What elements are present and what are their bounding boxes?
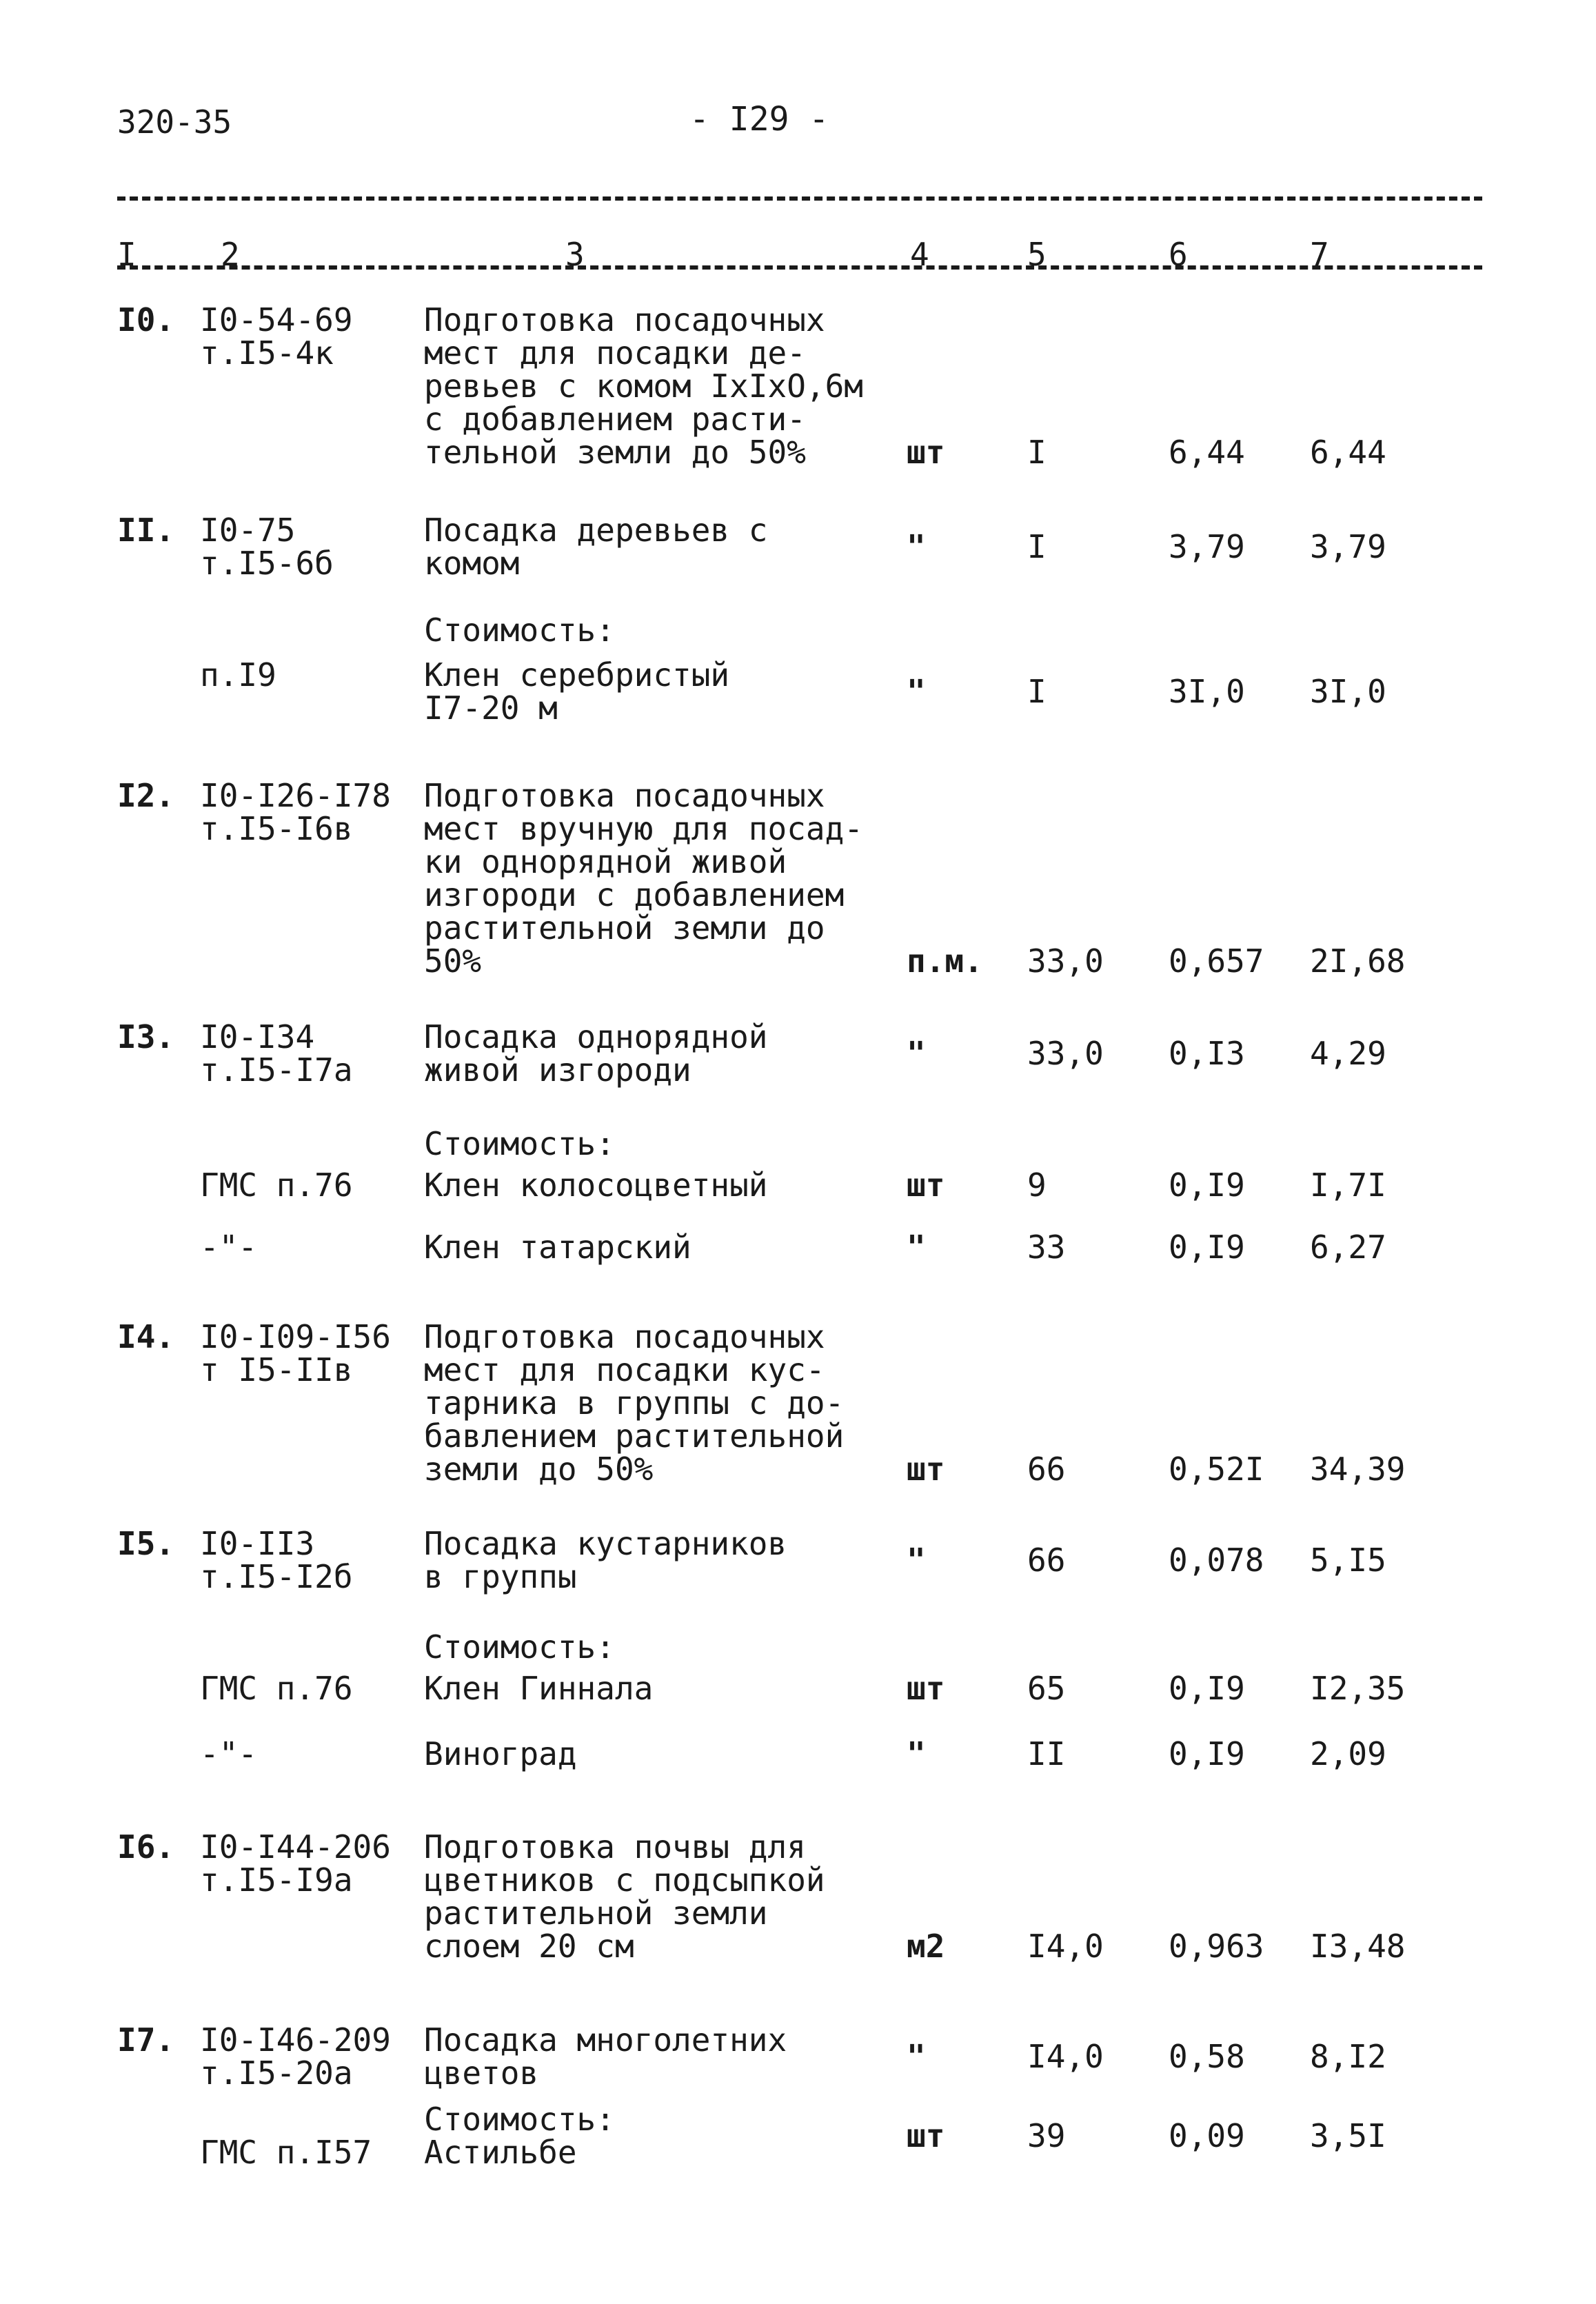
total-cell: 5,I5 xyxy=(1310,1542,1386,1579)
unit-cell: " xyxy=(907,1229,926,1266)
quantity-cell: I xyxy=(1027,528,1047,565)
work-description-line: изгороди с добавлением xyxy=(424,876,845,913)
work-description-line: в группы xyxy=(424,1558,577,1595)
work-description-line: Клен татарский xyxy=(424,1229,691,1266)
column-header-6: 6 xyxy=(1169,236,1188,273)
row-number: I7. xyxy=(117,2021,175,2059)
row-number: I0. xyxy=(117,301,175,338)
work-description-line: слоем 20 см xyxy=(424,1928,634,1965)
work-description-line: Клен колосоцветный xyxy=(424,1166,768,1204)
unit-price-cell: 0,I9 xyxy=(1169,1166,1245,1204)
norm-code: т.I5-I9а xyxy=(200,1861,353,1899)
work-description-line: тельной земли до 50% xyxy=(424,434,806,471)
norm-code: т.I5-20а xyxy=(200,2054,353,2092)
unit-price-cell: 0,963 xyxy=(1169,1928,1264,1965)
quantity-cell: 33,0 xyxy=(1027,1035,1104,1072)
total-cell: I3,48 xyxy=(1310,1928,1406,1965)
unit-cell: шт xyxy=(907,434,945,471)
column-header-2: 2 xyxy=(221,236,240,273)
work-description-line: растительной земли до xyxy=(424,909,825,947)
work-description-line: Клен Гиннала xyxy=(424,1670,654,1707)
quantity-cell: 33 xyxy=(1027,1229,1066,1266)
quantity-cell: 39 xyxy=(1027,2117,1066,2154)
work-description-line: I7-20 м xyxy=(424,689,558,727)
work-description-line: Стоимость: xyxy=(424,1125,615,1162)
unit-price-cell: 3,79 xyxy=(1169,528,1245,565)
unit-cell: п.м. xyxy=(907,942,983,980)
column-header-1: I xyxy=(117,236,137,273)
unit-price-cell: 0,58 xyxy=(1169,2038,1245,2075)
work-description-line: комом xyxy=(424,545,520,582)
work-description-line: Астильбе xyxy=(424,2134,577,2171)
norm-code: т.I5-I2б xyxy=(200,1558,353,1595)
column-header-7: 7 xyxy=(1310,236,1329,273)
total-cell: 4,29 xyxy=(1310,1035,1386,1072)
unit-price-cell: 0,09 xyxy=(1169,2117,1245,2154)
quantity-cell: 9 xyxy=(1027,1166,1047,1204)
unit-price-cell: 0,I9 xyxy=(1169,1670,1245,1707)
work-description-line: цветников с подсыпкой xyxy=(424,1861,825,1899)
row-number: II. xyxy=(117,512,175,549)
unit-cell: шт xyxy=(907,2117,945,2154)
norm-code: ГМС п.76 xyxy=(200,1670,353,1707)
total-cell: 3,5I xyxy=(1310,2117,1386,2154)
work-description-line: Посадка однорядной xyxy=(424,1018,768,1055)
total-cell: 3,79 xyxy=(1310,528,1386,565)
unit-cell: " xyxy=(907,1542,926,1579)
work-description-line: с добавлением расти- xyxy=(424,401,806,438)
norm-code: I0-54-69 xyxy=(200,301,353,338)
work-description-line: Стоимость: xyxy=(424,612,615,649)
unit-price-cell: 0,I9 xyxy=(1169,1229,1245,1266)
work-description-line: мест для посадки кус- xyxy=(424,1351,825,1388)
norm-code: I0-II3 xyxy=(200,1525,315,1562)
unit-price-cell: 0,657 xyxy=(1169,942,1264,980)
column-header-5: 5 xyxy=(1027,236,1047,273)
work-description-line: цветов xyxy=(424,2054,539,2092)
work-description-line: живой изгороди xyxy=(424,1051,691,1089)
unit-price-cell: 3I,0 xyxy=(1169,673,1245,710)
column-header-3: 3 xyxy=(565,236,585,273)
quantity-cell: I xyxy=(1027,434,1047,471)
unit-price-cell: 0,52I xyxy=(1169,1451,1264,1488)
total-cell: I2,35 xyxy=(1310,1670,1406,1707)
norm-code: т.I5-4к xyxy=(200,334,334,372)
table-top-rule xyxy=(117,196,1482,201)
work-description-line: тарника в группы с до- xyxy=(424,1384,845,1422)
unit-cell: шт xyxy=(907,1166,945,1204)
work-description-line: Подготовка почвы для xyxy=(424,1828,806,1866)
norm-code: I0-I26-I78 xyxy=(200,777,391,814)
total-cell: 6,44 xyxy=(1310,434,1386,471)
row-number: I5. xyxy=(117,1525,175,1562)
work-description-line: Посадка многолетних xyxy=(424,2021,787,2059)
unit-cell: шт xyxy=(907,1451,945,1488)
total-cell: 34,39 xyxy=(1310,1451,1406,1488)
work-description-line: Клен серебристый xyxy=(424,656,730,694)
work-description-line: мест вручную для посад- xyxy=(424,810,863,847)
unit-cell: " xyxy=(907,1035,926,1072)
work-description-line: Подготовка посадочных xyxy=(424,777,825,814)
work-description-line: Виноград xyxy=(424,1735,577,1772)
row-number: I4. xyxy=(117,1318,175,1355)
unit-cell: шт xyxy=(907,1670,945,1707)
quantity-cell: I xyxy=(1027,673,1047,710)
norm-code: I0-I34 xyxy=(200,1018,315,1055)
unit-price-cell: 0,I9 xyxy=(1169,1735,1245,1772)
unit-price-cell: 6,44 xyxy=(1169,434,1245,471)
page-number: - I29 - xyxy=(689,100,829,139)
norm-code: I0-I46-209 xyxy=(200,2021,391,2059)
norm-code: -"- xyxy=(200,1229,258,1266)
unit-cell: " xyxy=(907,1735,926,1772)
unit-cell: " xyxy=(907,673,926,710)
work-description-line: Подготовка посадочных xyxy=(424,301,825,338)
header-bottom-rule xyxy=(117,265,1482,270)
work-description-line: Стоимость: xyxy=(424,2101,615,2138)
column-header-4: 4 xyxy=(910,236,929,273)
document-code: 320-35 xyxy=(117,103,232,141)
norm-code: I0-I09-I56 xyxy=(200,1318,391,1355)
row-number: I2. xyxy=(117,777,175,814)
work-description-line: растительной земли xyxy=(424,1894,768,1932)
column-headers xyxy=(0,236,1596,277)
total-cell: 2,09 xyxy=(1310,1735,1386,1772)
norm-code: т.I5-I6в xyxy=(200,810,353,847)
quantity-cell: 65 xyxy=(1027,1670,1066,1707)
unit-cell: " xyxy=(907,528,926,565)
total-cell: 2I,68 xyxy=(1310,942,1406,980)
work-description-line: ревьев с комом IxIxO,6м xyxy=(424,367,863,405)
quantity-cell: II xyxy=(1027,1735,1066,1772)
work-description-line: Стоимость: xyxy=(424,1628,615,1666)
norm-code: I0-I44-206 xyxy=(200,1828,391,1866)
total-cell: 6,27 xyxy=(1310,1229,1386,1266)
total-cell: 8,I2 xyxy=(1310,2038,1386,2075)
work-description-line: Посадка кустарников xyxy=(424,1525,787,1562)
quantity-cell: 66 xyxy=(1027,1542,1066,1579)
total-cell: 3I,0 xyxy=(1310,673,1386,710)
norm-code: -"- xyxy=(200,1735,258,1772)
norm-code: I0-75 xyxy=(200,512,296,549)
norm-code: т I5-IIв xyxy=(200,1351,353,1388)
norm-code: т.I5-I7а xyxy=(200,1051,353,1089)
work-description-line: Посадка деревьев с xyxy=(424,512,768,549)
quantity-cell: I4,0 xyxy=(1027,1928,1104,1965)
norm-code: т.I5-6б xyxy=(200,545,334,582)
row-number: I3. xyxy=(117,1018,175,1055)
work-description-line: земли до 50% xyxy=(424,1451,654,1488)
unit-price-cell: 0,078 xyxy=(1169,1542,1264,1579)
quantity-cell: 66 xyxy=(1027,1451,1066,1488)
norm-code: п.I9 xyxy=(200,656,276,694)
work-description-line: 50% xyxy=(424,942,482,980)
work-description-line: Подготовка посадочных xyxy=(424,1318,825,1355)
quantity-cell: 33,0 xyxy=(1027,942,1104,980)
row-number: I6. xyxy=(117,1828,175,1866)
work-description-line: ки однорядной живой xyxy=(424,843,787,880)
total-cell: I,7I xyxy=(1310,1166,1386,1204)
norm-code: ГМС п.I57 xyxy=(200,2134,372,2171)
unit-cell: м2 xyxy=(907,1928,945,1965)
unit-cell: " xyxy=(907,2038,926,2075)
work-description-line: бавлением растительной xyxy=(424,1417,845,1455)
work-description-line: мест для посадки де- xyxy=(424,334,806,372)
unit-price-cell: 0,I3 xyxy=(1169,1035,1245,1072)
norm-code: ГМС п.76 xyxy=(200,1166,353,1204)
quantity-cell: I4,0 xyxy=(1027,2038,1104,2075)
